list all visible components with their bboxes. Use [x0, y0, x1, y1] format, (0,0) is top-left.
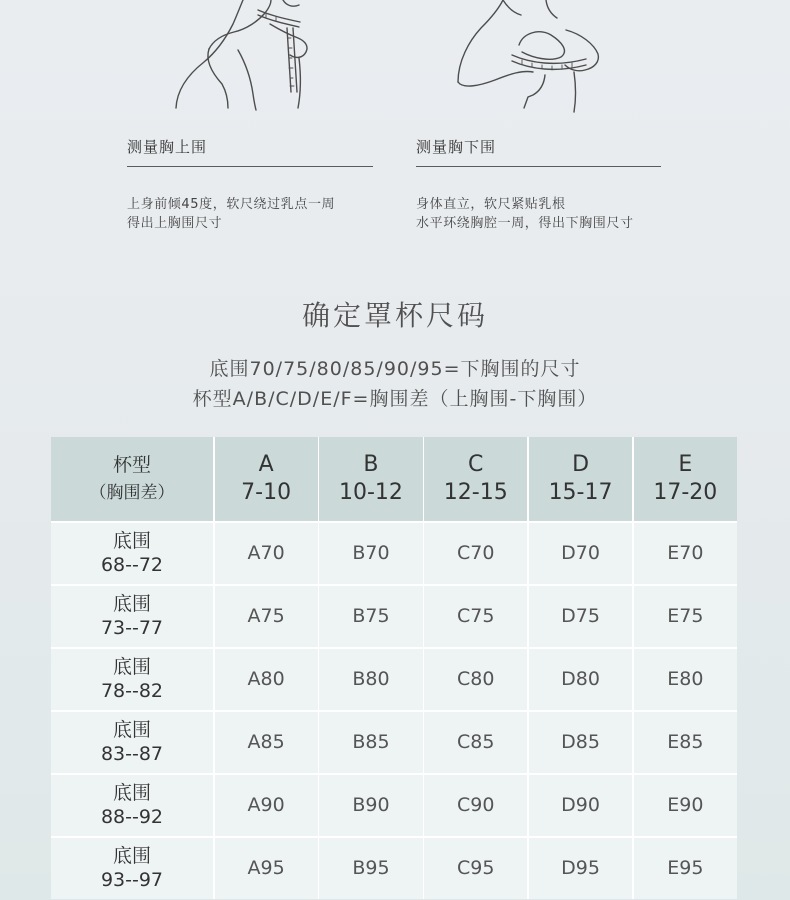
size-cell: B70	[319, 523, 422, 585]
band-label: 底围	[112, 782, 151, 805]
header-label: 杯型	[112, 454, 151, 476]
header-cup-a	[215, 437, 318, 521]
size-cell: C75	[424, 586, 527, 648]
band-range: 78--82	[100, 680, 164, 703]
figure-side	[574, 72, 576, 112]
size-cell: A70	[215, 523, 318, 585]
size-cell: E75	[634, 586, 737, 648]
band-note: 底围70/75/80/85/90/95=下胸围的尺寸	[209, 358, 581, 380]
band-range: 73--77	[100, 617, 164, 640]
figure-chin	[283, 0, 299, 6]
size-cell: A80	[215, 649, 318, 711]
cup-letter: E	[678, 452, 693, 477]
section-heading: 确定罩杯尺码	[301, 299, 488, 332]
band-label: 底围	[112, 719, 151, 742]
description-line: 水平环绕胸腔一周，得出下胸围尺寸	[416, 216, 634, 231]
band-label: 底围	[112, 530, 151, 553]
upper-bust-measure-illustration	[160, 0, 320, 116]
band-size-cell	[51, 586, 213, 648]
size-cell: D80	[529, 649, 632, 711]
size-cell: B95	[319, 838, 422, 900]
cup-letter: B	[363, 452, 379, 477]
cup-range: 17-20	[653, 480, 718, 505]
header-cup-c	[424, 437, 527, 521]
figure-neck	[546, 0, 557, 18]
size-cell: B75	[319, 586, 422, 648]
size-table	[51, 437, 737, 899]
header-cup-type	[51, 437, 213, 521]
size-cell: C95	[424, 838, 527, 900]
figure-arm	[208, 49, 228, 108]
size-cell: C90	[424, 775, 527, 837]
cup-range: 12-15	[443, 480, 508, 505]
band-label: 底围	[112, 593, 151, 616]
size-cell: B85	[319, 712, 422, 774]
band-size-cell	[51, 649, 213, 711]
band-range: 68--72	[100, 554, 164, 577]
band-label: 底围	[112, 656, 151, 679]
upper-bust-description	[127, 195, 335, 233]
description-line: 上身前倾45度，软尺绕过乳点一周	[127, 197, 336, 212]
size-cell: D70	[529, 523, 632, 585]
header-cup-e	[634, 437, 737, 521]
size-cell: D90	[529, 775, 632, 837]
cup-range: 10-12	[338, 480, 403, 505]
size-cell: D85	[529, 712, 632, 774]
header-cup-d	[529, 437, 632, 521]
size-cell: E70	[634, 523, 737, 585]
figure-body	[238, 50, 256, 110]
band-label: 底围	[112, 845, 151, 868]
header-cup-b	[319, 437, 422, 521]
band-size-cell	[51, 775, 213, 837]
size-cell: A95	[215, 838, 318, 900]
figure-forearm	[458, 71, 533, 86]
size-cell: D95	[529, 838, 632, 900]
description-line: 得出上胸围尺寸	[127, 216, 223, 231]
figure-back-line	[176, 0, 243, 108]
size-cell: B90	[319, 775, 422, 837]
cup-letter: D	[572, 452, 590, 477]
underbust-measure-illustration	[450, 0, 610, 116]
size-cell: A85	[215, 712, 318, 774]
underbust-divider	[416, 166, 661, 167]
upper-bust-divider	[127, 166, 373, 167]
band-range: 93--97	[100, 869, 164, 892]
upper-bust-title: 测量胸上围	[127, 138, 208, 156]
cup-range: 7-10	[241, 480, 292, 505]
figure-shoulder	[503, 0, 521, 15]
cup-letter: C	[468, 452, 484, 477]
size-cell: D75	[529, 586, 632, 648]
header-sublabel: （胸围差）	[89, 483, 175, 503]
band-size-cell	[51, 712, 213, 774]
band-range: 88--92	[100, 806, 164, 829]
tape-measure-icon	[258, 10, 300, 92]
band-size-cell	[51, 838, 213, 900]
size-cell: E95	[634, 838, 737, 900]
size-cell: E90	[634, 775, 737, 837]
size-cell: C85	[424, 712, 527, 774]
size-cell: B80	[319, 649, 422, 711]
figure-bust	[519, 32, 564, 59]
underbust-description	[416, 195, 634, 233]
size-cell: A90	[215, 775, 318, 837]
size-cell: C80	[424, 649, 527, 711]
tape-measure-icon	[512, 55, 586, 70]
size-cell: C70	[424, 523, 527, 585]
size-cell: E80	[634, 649, 737, 711]
cup-range: 15-17	[548, 480, 613, 505]
cup-note: 杯型A/B/C/D/E/F=胸围差（上胸围-下胸围）	[192, 388, 598, 410]
cup-letter: A	[258, 452, 274, 477]
band-range: 83--87	[100, 743, 164, 766]
figure-lower-line	[524, 75, 545, 108]
size-cell: A75	[215, 586, 318, 648]
description-line: 身体直立，软尺紧贴乳根	[416, 197, 566, 212]
band-size-cell	[51, 523, 213, 585]
figure-hand	[565, 30, 598, 71]
underbust-title: 测量胸下围	[416, 138, 497, 156]
figure-leg	[298, 58, 300, 108]
figure-arm-outer	[458, 0, 503, 82]
size-cell: E85	[634, 712, 737, 774]
